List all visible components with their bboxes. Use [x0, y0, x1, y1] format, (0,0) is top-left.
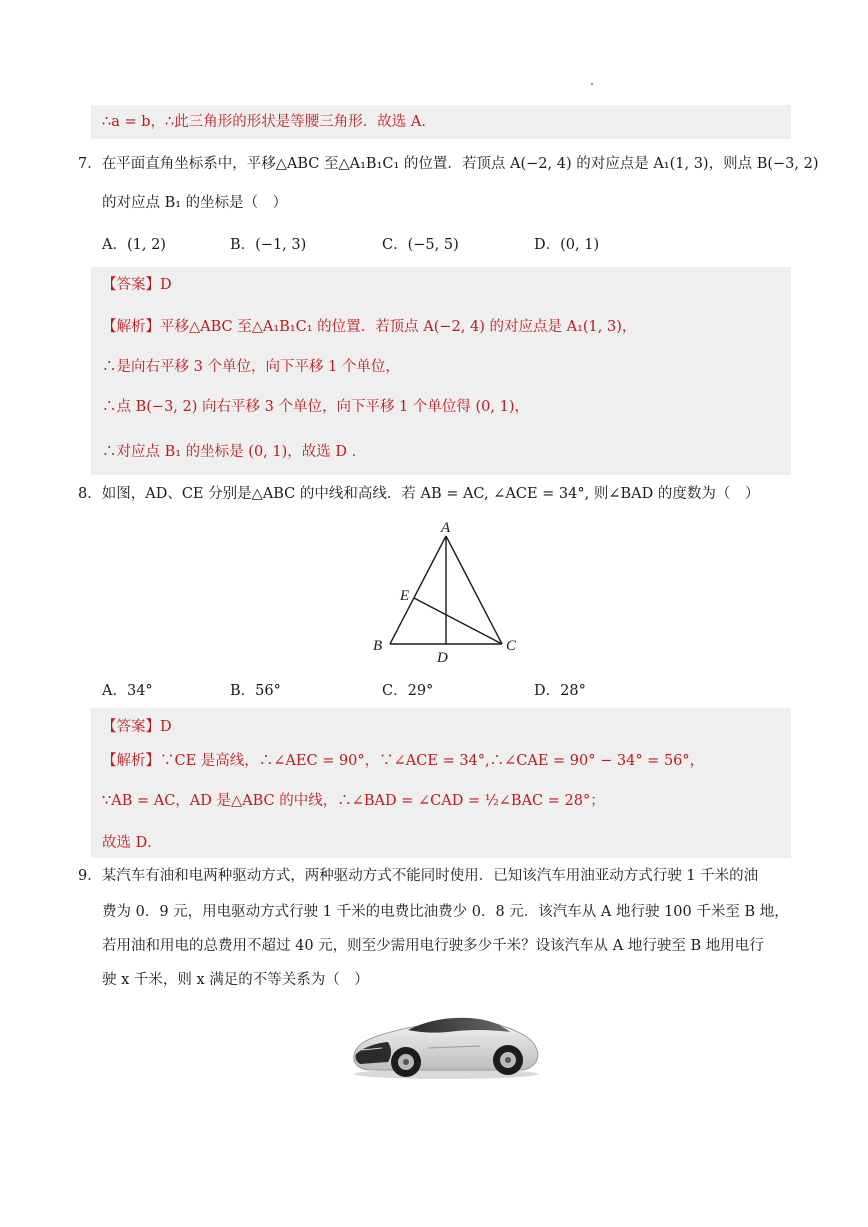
q6-conclusion: ∴a = b，∴此三角形的形状是等腰三角形．故选 A．	[102, 114, 436, 130]
q7-option-b: B．(−1, 3)	[230, 237, 307, 253]
q7-question-line1: 7．在平面直角坐标系中，平移△ABC 至△A₁B₁C₁ 的位置．若顶点 A(−2, 4) 的对应点是 A₁(1, 3)，则点 B(−3, 2)	[78, 156, 819, 172]
q8-triangle-figure	[360, 518, 530, 668]
q8-option-c: C．29°	[382, 683, 434, 699]
label-e: E	[400, 588, 410, 604]
q7-analysis-line3: ∴点 B(−3, 2) 向右平移 3 个单位，向下平移 1 个单位得 (0, 1)，	[102, 399, 529, 415]
q8-question-line1: 8．如图，AD、CE 分别是△ABC 的中线和高线．若 AB = AC, ∠ACE = 34°, 则∠BAD 的度数为（ ）	[78, 486, 760, 502]
q8-analysis-line1: 【解析】∵CE 是高线，∴∠AEC = 90°，∵∠ACE = 34°,∴∠CAE = 90° − 34° = 56°，	[102, 753, 705, 769]
q9-question-line4: 驶 x 千米，则 x 满足的不等关系为（ ）	[102, 972, 369, 988]
label-d: D	[437, 650, 448, 666]
q7-question-line2: 的对应点 B₁ 的坐标是（ ）	[102, 195, 288, 211]
q9-question-line1: 9．某汽车有油和电两种驱动方式，两种驱动方式不能同时使用．已知该汽车用油亚动方式行驶 1 千米的油	[78, 868, 759, 884]
q8-solution-box	[91, 708, 791, 858]
q8-option-b: B．56°	[230, 683, 281, 699]
q7-analysis-line4: ∴对应点 B₁ 的坐标是 (0, 1)，故选 D ．	[102, 444, 367, 460]
segment-ab	[390, 536, 446, 644]
q8-answer: 【答案】D	[102, 719, 172, 735]
q7-option-a: A．(1, 2)	[102, 237, 166, 253]
q9-question-line2: 费为 0．9 元，用电驱动方式行驶 1 千米的电费比油费少 0．8 元．该汽车从 A 地行驶 100 千米至 B 地，	[102, 904, 789, 920]
q8-option-a: A．34°	[102, 683, 153, 699]
label-b: B	[373, 638, 383, 654]
q7-answer: 【答案】D	[102, 277, 172, 293]
q7-analysis-line1: 【解析】平移△ABC 至△A₁B₁C₁ 的位置．若顶点 A(−2, 4) 的对应点是 A₁(1, 3)，	[102, 319, 637, 335]
segment-ce	[414, 598, 502, 644]
q8-analysis-line3: 故选 D．	[102, 835, 162, 851]
label-a: A	[441, 520, 451, 536]
label-c: C	[506, 638, 517, 654]
q8-analysis-line2: ∵AB = AC，AD 是△ABC 的中线，∴∠BAD = ∠CAD = ½∠BAC = 28°；	[102, 793, 605, 809]
q7-analysis-line2: ∴是向右平移 3 个单位，向下平移 1 个单位，	[102, 359, 400, 375]
segment-ac	[446, 536, 502, 644]
q8-option-d: D．28°	[534, 683, 586, 699]
q7-option-d: D．(0, 1)	[534, 237, 600, 253]
sports-car-image	[348, 1008, 543, 1080]
q7-option-c: C．(−5, 5)	[382, 237, 459, 253]
q9-question-line3: 若用油和用电的总费用不超过 40 元，则至少需用电行驶多少千米？设该汽车从 A 地行驶至 B 地用电行	[102, 938, 764, 954]
page-mark	[591, 83, 593, 85]
